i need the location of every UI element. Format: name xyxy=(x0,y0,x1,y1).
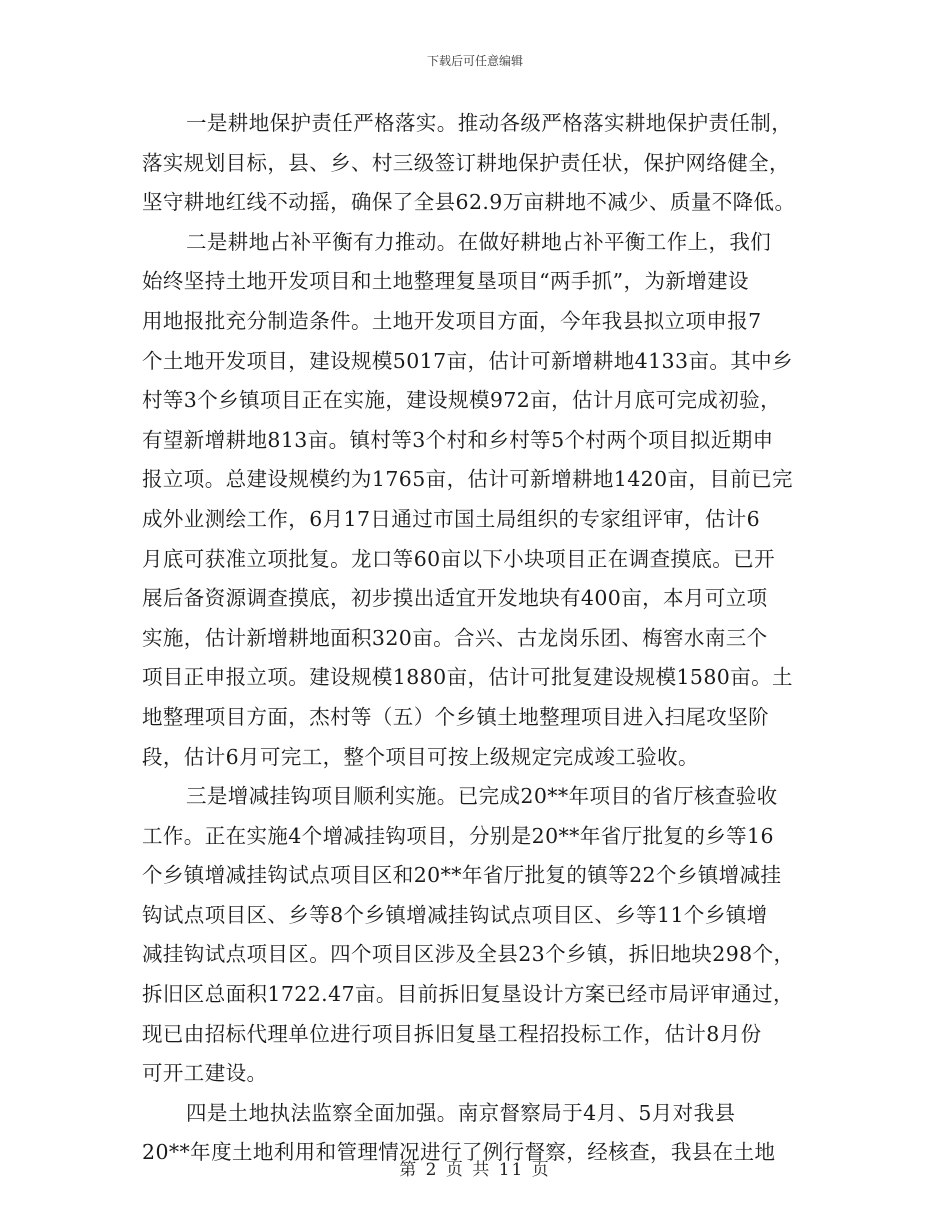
text-line: 减挂钩试点项目区。四个项目区涉及全县23个乡镇，拆旧地块298个， xyxy=(142,942,795,967)
text-line: 三是增减挂钩项目顺利实施。已完成20**年项目的省厅核查验收 xyxy=(186,784,778,809)
paragraph-cultivated-land-protection xyxy=(142,104,822,223)
text-line: 村等3个乡镇项目正在实施，建设规模972亩，估计月底可完成初验， xyxy=(142,388,781,413)
text-line: 现已由招标代理单位进行项目拆旧复垦工程招投标工作，估计8月份 xyxy=(142,1021,762,1046)
text-line: 月底可获准立项批复。龙口等60亩以下小块项目正在调查摸底。已开 xyxy=(142,546,775,571)
text-line: 有望新增耕地813亩。镇村等3个村和乡村等5个村两个项目拟近期申 xyxy=(142,427,774,452)
text-line: 工作。正在实施4个增减挂钩项目，分别是20**年省厅批复的乡等16 xyxy=(142,823,774,848)
text-line: 二是耕地占补平衡有力推动。在做好耕地占补平衡工作上，我们 xyxy=(186,229,772,254)
text-line: 可开工建设。 xyxy=(142,1061,268,1086)
paragraph-linkage-projects xyxy=(142,777,822,1094)
text-line: 项目正申报立项。建设规模1880亩，估计可批复建设规模1580亩。土 xyxy=(142,665,793,690)
text-line: 20**年度土地利用和管理情况进行了例行督察，经核查，我县在土地 xyxy=(142,1140,776,1165)
paragraph-land-balance xyxy=(142,223,822,777)
page-number-footer: 第 2 页 共 11 页 xyxy=(399,1160,551,1180)
text-line: 一是耕地保护责任严格落实。推动各级严格落实耕地保护责任制， xyxy=(186,111,793,135)
text-line: 用地报批充分制造条件。土地开发项目方面，今年我县拟立项申报7 xyxy=(142,308,762,333)
text-line: 段，估计6月可完工，整个项目可按上级规定完成竣工验收。 xyxy=(142,744,699,769)
text-line: 个乡镇增减挂钩试点项目区和20**年省厅批复的镇等22个乡镇增减挂 xyxy=(142,863,782,888)
text-line: 落实规划目标，县、乡、村三级签订耕地保护责任状，保护网络健全， xyxy=(142,150,790,175)
text-line: 报立项。总建设规模约为1765亩，估计可新增耕地1420亩，目前已完 xyxy=(142,467,793,492)
text-line: 四是土地执法监察全面加强。南京督察局于4月、5月对我县 xyxy=(186,1100,736,1125)
text-line: 实施，估计新增耕地面积320亩。合兴、古龙岗乐团、梅窖水南三个 xyxy=(142,625,768,650)
document-body xyxy=(142,104,822,1173)
text-line: 坚守耕地红线不动摇，确保了全县62.9万亩耕地不减少、质量不降低。 xyxy=(142,190,796,215)
text-line: 成外业测绘工作，6月17日通过市国土局组织的专家组评审，估计6 xyxy=(142,506,761,531)
page-header: 下载后可任意编辑 xyxy=(426,54,523,68)
text-line: 个土地开发项目，建设规模5017亩，估计可新增耕地4133亩。其中乡 xyxy=(142,348,793,373)
text-line: 拆旧区总面积1722.47亩。目前拆旧复垦设计方案已经市局评审通过， xyxy=(142,982,794,1007)
text-line: 始终坚持土地开发项目和土地整理复垦项目“两手抓”，为新增建设 xyxy=(142,269,749,294)
text-line: 展后备资源调查摸底，初步摸出适宜开发地块有400亩，本月可立项 xyxy=(142,586,768,611)
text-line: 地整理项目方面，杰村等（五）个乡镇土地整理项目进入扫尾攻坚阶 xyxy=(142,704,769,729)
text-line: 钩试点项目区、乡等8个乡镇增减挂钩试点项目区、乡等11个乡镇增 xyxy=(142,902,768,927)
